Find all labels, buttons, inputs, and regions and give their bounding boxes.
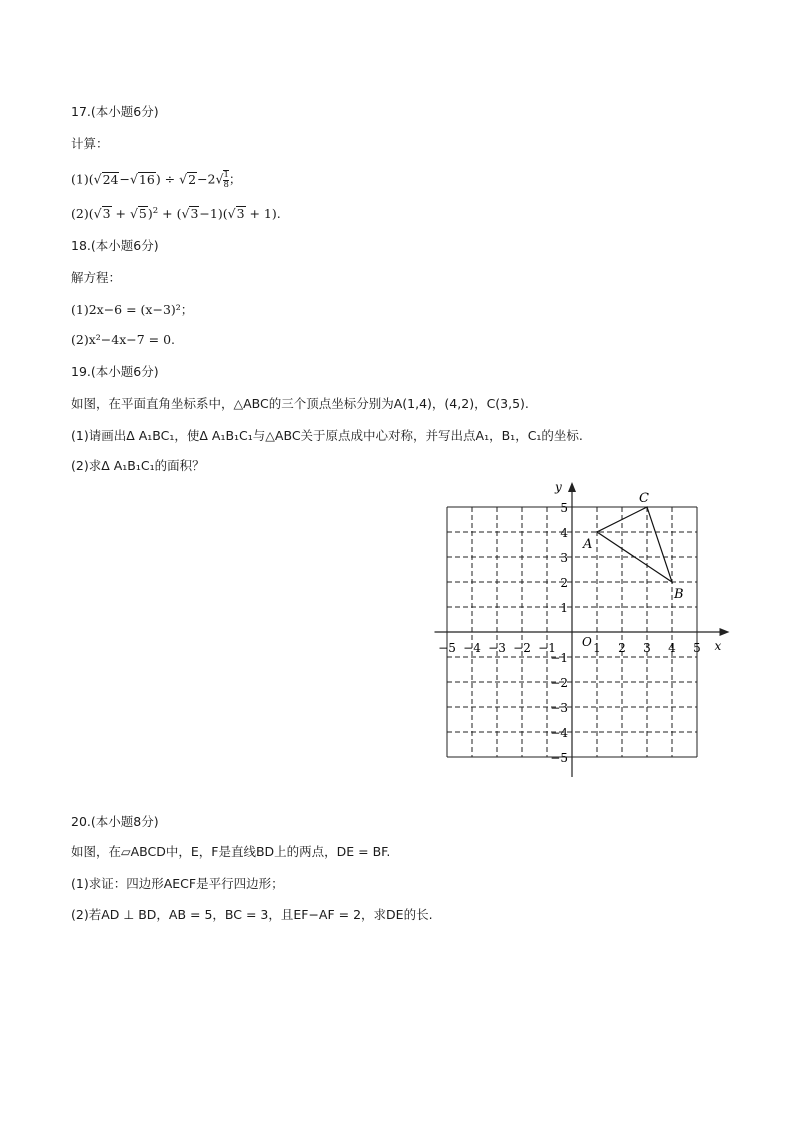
y-tick-label: −2	[550, 676, 568, 690]
q19-part1: (1)请画出Δ A₁BC₁，使Δ A₁B₁C₁与△ABC关于原点成中心对称，并写出点A₁，B₁，C₁的坐标.	[71, 428, 583, 443]
x-axis-arrow	[720, 628, 730, 636]
vertex-label-a: A	[583, 537, 593, 552]
sqrt-24: 24	[102, 171, 119, 187]
x-tick-label: −4	[463, 641, 481, 655]
y-axis-arrow	[568, 482, 576, 492]
q20-title: 20.(本小题8分)	[71, 814, 159, 829]
x-tick-label: 2	[618, 641, 626, 655]
q18-part2: (2)x²−4x−7 = 0.	[71, 332, 176, 347]
vertex-label-b: B	[674, 587, 684, 602]
q19-title: 19.(本小题6分)	[71, 364, 159, 379]
y-tick-label: −5	[550, 751, 568, 765]
q19-part2: (2)求Δ A₁B₁C₁的面积？	[71, 458, 205, 473]
triangle-edges	[597, 507, 672, 582]
q18-title: 18.(本小题6分)	[71, 238, 159, 253]
q20-stem: 如图，在▱ABCD中，E，F是直线BD上的两点，DE = BF.	[71, 844, 391, 859]
origin-label: O	[582, 635, 592, 649]
y-tick-label: 5	[560, 501, 568, 515]
x-tick-label: −1	[538, 641, 556, 655]
q20-part1: (1)求证：四边形AECF是平行四边形；	[71, 876, 284, 891]
q18-part1: (1)2x−6 = (x−3)²；	[71, 302, 194, 317]
coordinate-grid-figure	[420, 478, 730, 783]
q17-part1: (1)(√24−√16) ÷ √2−2√ $\frac{1}{8}$ ；	[71, 170, 242, 190]
y-tick-label: 1	[560, 601, 568, 615]
q17-title: 17.(本小题6分)	[71, 104, 159, 119]
q17-instruction: 计算：	[71, 136, 109, 151]
q20-part2: (2)若AD ⊥ BD，AB = 5，BC = 3，且EF−AF = 2，求DE的长.	[71, 907, 433, 922]
y-tick-label: 3	[560, 551, 568, 565]
fraction-1-8: $\frac{1}{8}$	[223, 170, 229, 190]
y-tick-label: −3	[550, 701, 568, 715]
y-axis-label: y	[555, 480, 562, 494]
y-tick-label: −1	[550, 651, 568, 665]
sqrt-2: 2	[188, 171, 197, 187]
sqrt-3-a: 3	[102, 206, 111, 221]
sqrt-3-b: 3	[190, 206, 199, 221]
y-tick-label: 4	[560, 526, 568, 540]
x-axis-label: x	[714, 639, 722, 653]
x-tick-label: −3	[488, 641, 506, 655]
x-tick-label: 5	[693, 641, 701, 655]
vertex-label-c: C	[639, 491, 649, 506]
x-tick-label: 3	[643, 641, 651, 655]
sqrt-5: 5	[138, 206, 147, 221]
x-tick-label: 1	[593, 641, 601, 655]
y-tick-label: −4	[550, 726, 568, 740]
q19-stem: 如图，在平面直角坐标系中，△ABC的三个顶点坐标分别为A(1,4)，(4,2)，C(3,5).	[71, 396, 529, 411]
y-tick-label: 2	[560, 576, 568, 590]
x-tick-label: −2	[513, 641, 531, 655]
q17-part2: $(2)(√3 + √5)^2 + (√3-1)(√3 + 1)$.	[71, 205, 281, 221]
sqrt-3-c: 3	[236, 206, 245, 221]
x-tick-label: 4	[668, 641, 676, 655]
q18-instruction: 解方程：	[71, 270, 122, 285]
x-tick-label: −5	[438, 641, 456, 655]
tick-labels	[438, 501, 701, 765]
axes	[435, 480, 730, 777]
sqrt-16: 16	[138, 171, 155, 187]
